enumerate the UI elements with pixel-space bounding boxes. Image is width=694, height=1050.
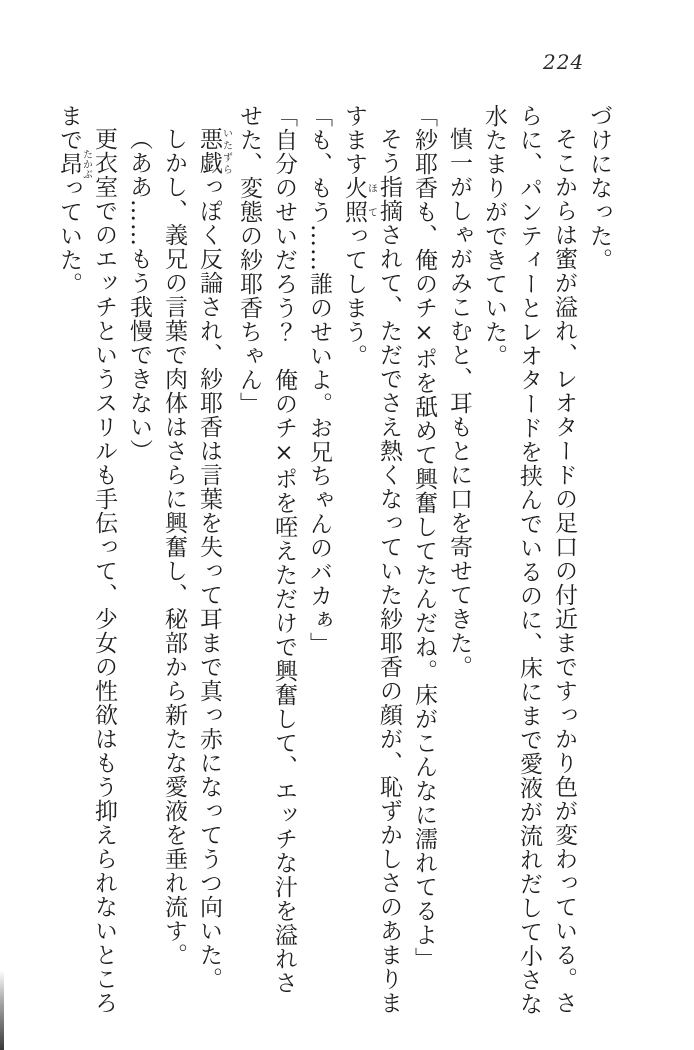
furigana-annotated-word: 昂たかぶ: [56, 149, 92, 179]
paragraph: 更衣室でのエッチというスリルも手伝って、少女の性欲はもう抑えられないところまで昂たかぶっていた。: [56, 104, 117, 1015]
furigana-annotated-word: 火照ほて: [341, 176, 377, 224]
paragraph: づけになった。: [586, 104, 612, 272]
paragraph: そう指摘されて、ただでさえ熱くなっていた紗耶香の顔が、恥ずかしさのあまりますます火照ほてってしまう。: [341, 104, 402, 1015]
paragraph: 「自分のせいだろう？ 俺のチ×ポを咥えただけで興奮して、エッチな汁を溢れさせた、変態の紗耶香ちゃん」: [236, 104, 297, 995]
page-number: 224: [543, 50, 585, 74]
paragraph: 「も、もう……誰のせいよ。お兄ちゃんのバカぁ」: [306, 104, 332, 656]
paragraph: （ああ……もう我慢できない）: [126, 127, 152, 463]
paragraph: 慎一がしゃがみこむと、耳もとに口を寄せてきた。: [446, 127, 472, 679]
scan-edge-artifact: [0, 970, 4, 1050]
furigana-annotated-word: 悪戯いたずら: [196, 127, 232, 175]
paragraph: 「紗耶香も、俺のチ×ポを舐めて興奮してたんだね。床がこんなに濡れてるよ」: [411, 104, 437, 971]
page-text: [51, 104, 616, 1018]
paragraph: しかし、義兄の言葉で肉体はさらに興奮し、秘部から新たな愛液を垂れ流す。: [161, 127, 187, 967]
paragraph: 悪戯いたずらっぽく反論され、紗耶香は言葉を失って耳まで真っ赤になってうつ向いた。: [196, 127, 232, 991]
paragraph: そこからは蜜が溢れ、レオタードの足口の付近まですっかり色が変わっている。さらに、パンティーとレオタードを挟んでいるのに、床にまで愛液が流れだして小さな水たまりができていた。: [481, 104, 577, 1016]
